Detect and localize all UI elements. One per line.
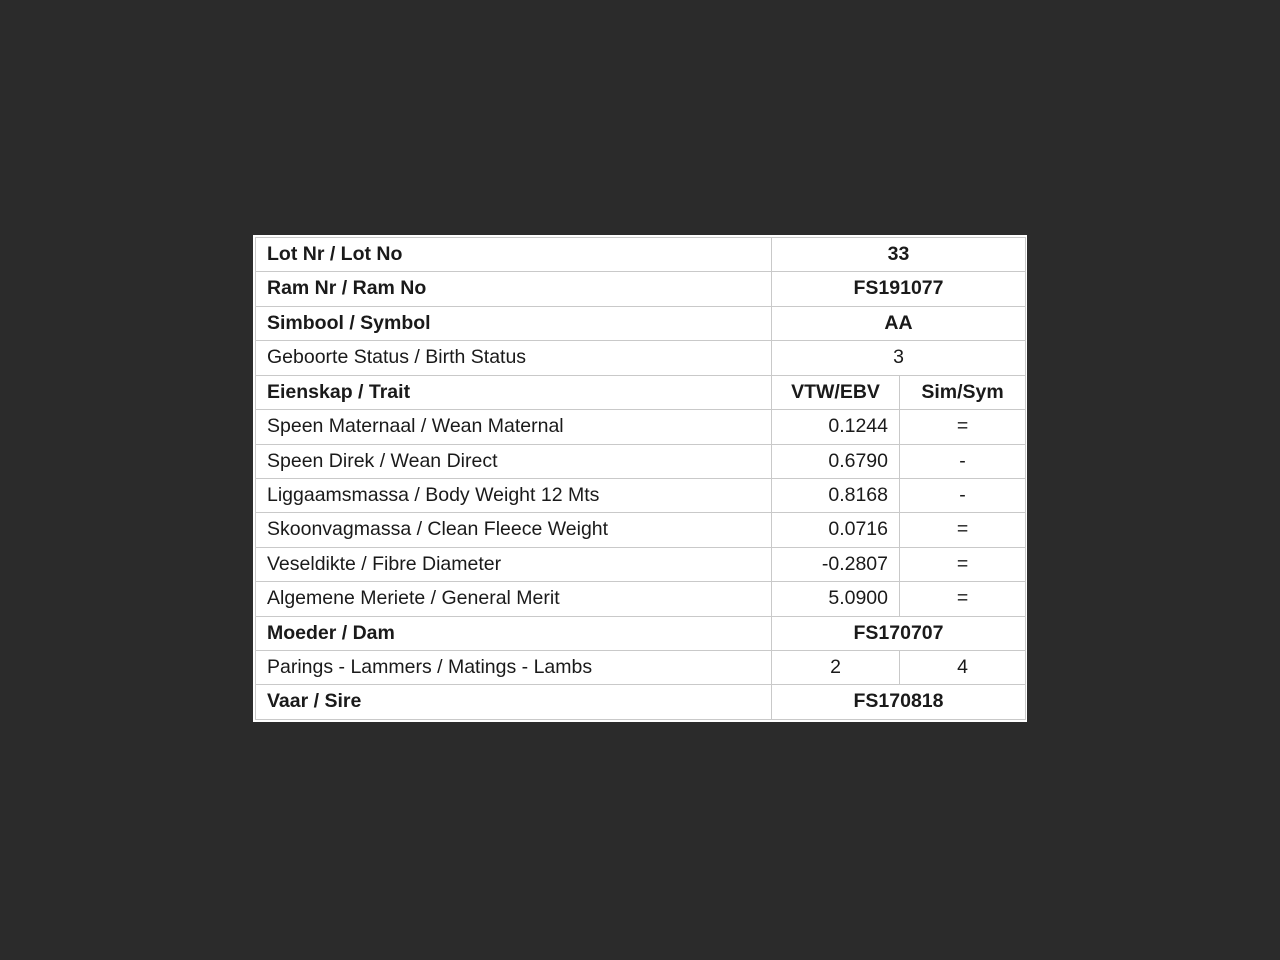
row-label: Simbool / Symbol — [256, 306, 772, 340]
row-symbol: = — [900, 410, 1026, 444]
row-value: FS191077 — [772, 272, 1026, 306]
table-row — [256, 651, 1026, 685]
ram-info-card — [253, 235, 1027, 722]
table-row — [256, 272, 1026, 306]
column-header-sym: Sim/Sym — [900, 375, 1026, 409]
row-symbol: = — [900, 513, 1026, 547]
row-value: 0.0716 — [772, 513, 900, 547]
table-row — [256, 513, 1026, 547]
ram-data-table — [255, 237, 1026, 720]
row-label: Skoonvagmassa / Clean Fleece Weight — [256, 513, 772, 547]
table-row — [256, 341, 1026, 375]
row-value: 0.8168 — [772, 478, 900, 512]
row-value: AA — [772, 306, 1026, 340]
table-row — [256, 306, 1026, 340]
row-symbol: - — [900, 444, 1026, 478]
table-row — [256, 685, 1026, 719]
row-label: Algemene Meriete / General Merit — [256, 582, 772, 616]
row-value: -0.2807 — [772, 547, 900, 581]
row-symbol: = — [900, 582, 1026, 616]
row-value: 33 — [772, 238, 1026, 272]
table-row — [256, 547, 1026, 581]
table-row — [256, 616, 1026, 650]
row-label: Vaar / Sire — [256, 685, 772, 719]
row-label: Lot Nr / Lot No — [256, 238, 772, 272]
row-symbol: 4 — [900, 651, 1026, 685]
table-row — [256, 410, 1026, 444]
row-symbol: - — [900, 478, 1026, 512]
table-row — [256, 478, 1026, 512]
row-value: 0.6790 — [772, 444, 900, 478]
table-row — [256, 444, 1026, 478]
row-label: Speen Direk / Wean Direct — [256, 444, 772, 478]
column-header-ebv: VTW/EBV — [772, 375, 900, 409]
row-value: FS170707 — [772, 616, 1026, 650]
row-label: Veseldikte / Fibre Diameter — [256, 547, 772, 581]
row-label: Ram Nr / Ram No — [256, 272, 772, 306]
row-value: 3 — [772, 341, 1026, 375]
row-label: Moeder / Dam — [256, 616, 772, 650]
table-row — [256, 582, 1026, 616]
row-value: 0.1244 — [772, 410, 900, 444]
row-label: Speen Maternaal / Wean Maternal — [256, 410, 772, 444]
row-label: Eienskap / Trait — [256, 375, 772, 409]
row-value: 5.0900 — [772, 582, 900, 616]
row-value: 2 — [772, 651, 900, 685]
table-row — [256, 375, 1026, 409]
table-row — [256, 238, 1026, 272]
row-value: FS170818 — [772, 685, 1026, 719]
row-label: Liggaamsmassa / Body Weight 12 Mts — [256, 478, 772, 512]
row-label: Geboorte Status / Birth Status — [256, 341, 772, 375]
row-label: Parings - Lammers / Matings - Lambs — [256, 651, 772, 685]
row-symbol: = — [900, 547, 1026, 581]
table-body — [256, 238, 1026, 720]
